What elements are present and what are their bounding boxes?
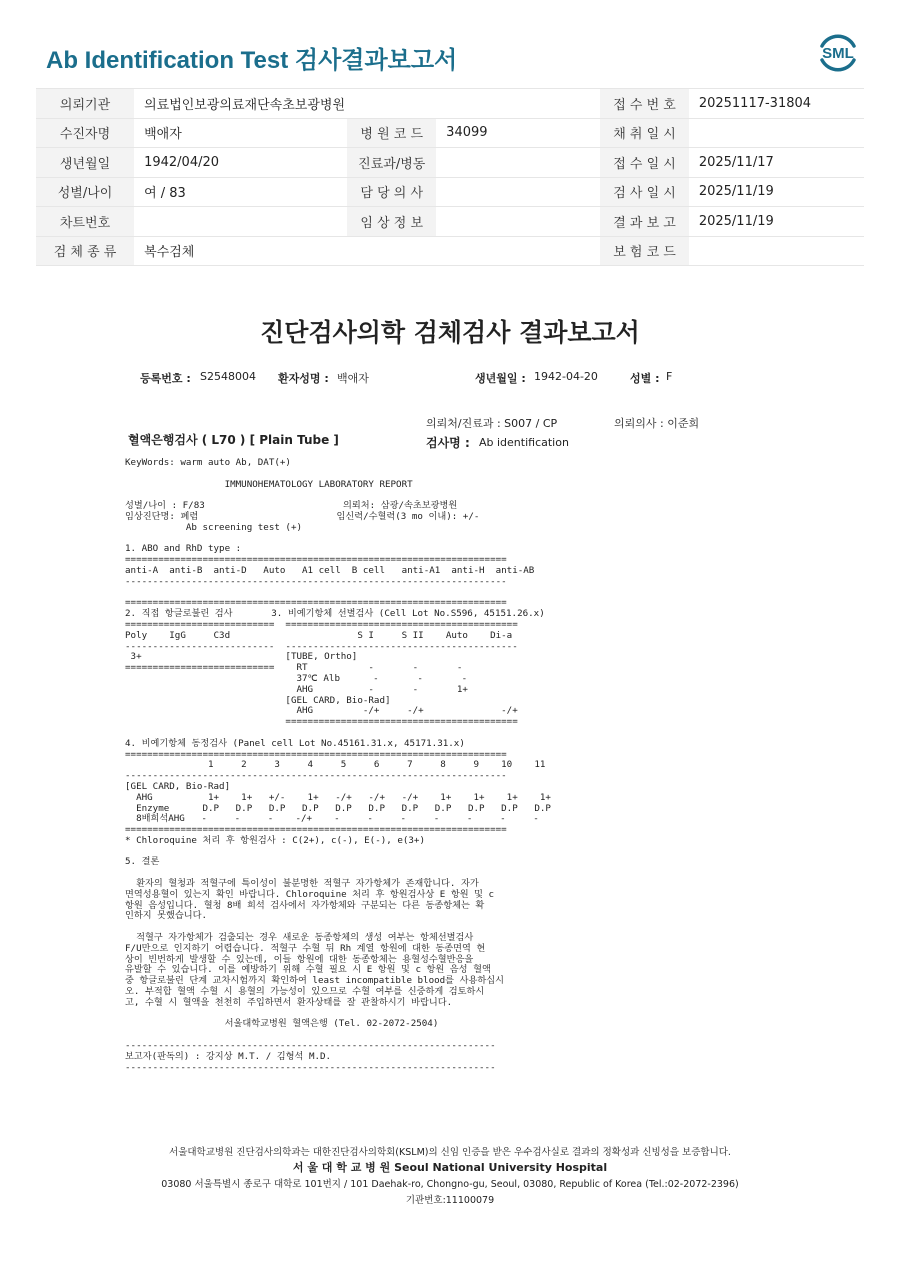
info-row — [36, 207, 864, 237]
patient-info-table — [36, 88, 864, 266]
label-insurance-code: 보 험 코 드 — [600, 236, 689, 266]
value-specimen-type: 복수검체 — [134, 236, 600, 266]
requesting-doctor-text: 의뢰의사 : 이준희 — [614, 417, 700, 430]
label-collection-time: 채 취 일 시 — [600, 118, 689, 148]
info-row — [36, 118, 864, 148]
value-collection-time — [689, 118, 864, 148]
value-patient-name: 백애자 — [134, 118, 347, 148]
value-result-report: 2025/11/19 — [689, 207, 864, 237]
value-receipt-number: 20251117-31804 — [689, 89, 864, 119]
reg-number-value: S2548004 — [200, 370, 256, 383]
sml-logo — [814, 30, 862, 76]
value-sex-age: 여 / 83 — [134, 177, 347, 207]
info-row — [36, 148, 864, 178]
birth-date-value: 1942-04-20 — [534, 370, 598, 383]
reg-number-label: 등록번호 : — [140, 372, 191, 385]
value-test-time: 2025/11/19 — [689, 177, 864, 207]
value-birth-date: 1942/04/20 — [134, 148, 347, 178]
info-row — [36, 236, 864, 266]
immunohematology-report-body: KeyWords: warm auto Ab, DAT(+) IMMUNOHEMATOLOGY LABORATORY REPORT 성별/나이 : F/83 의뢰처: 삼광/속초보광병원 임상진단명: 폐렴 임신력/수혈력(3 mo 이내): +/- Ab screening test (+) 1. ABO and RhD type : ===================================================================== anti-A anti-B anti-D Auto A1 cell B cell anti-A1 anti-H anti-AB --------------------------------------------------------------------- ===================================================================== 2. 직접 항글로불린 검사 3. 비예기항체 선별검사 (Cell Lot No.S596, 45151.26.x) =========================== ========================================== Poly IgG C3d S I S II Auto Di-a --------------------------- ------------------------------------------ 3+ [TUBE, Ortho] =========================== RT - - - 37℃ Alb - - - AHG - - 1+ [GEL CARD, Bio-Rad] AHG -/+ -/+ -/+ ========================================== 4. 비예기항체 동정검사 (Panel cell Lot No.45161.31.x, 45171.31.x) ===================================================================== 1 2 3 4 5 6 7 8 9 10 11 --------------------------------------------------------------------- [GEL CARD, Bio-Rad] AHG 1+ 1+ +/- 1+ -/+ -/+ -/+ 1+ 1+ 1+ 1+ Enzyme D.P D.P D.P D.P D.P D.P D.P D.P D.P D.P D.P 8배희석AHG - - - -/+ - - - - - - - ===================================================================== * Chloroquine 처리 후 항원검사 : C(2+), c(-), E(-), e(3+) 5. 결론 환자의 혈청과 적혈구에 특이성이 불분명한 적혈구 자가항체가 존재합니다. 자가 면역성용혈이 있는지 확인 바랍니다. Chloroquine 처리 후 항원검사상 E 항원 및 c 항원 음성입니다. 혈청 8배 희석 검사에서 자가항체와 구분되는 다른 동종항체는 확 인하지 못했습니다. 적혈구 자가항체가 검출되는 경우 새로운 동종항체의 생성 여부는 항체선별검사 F/U만으로 인지하기 어렵습니다. 적혈구 수혈 뒤 Rh 계열 항원에 대한 동종면역 현 상이 빈번하게 발생할 수 있는데, 이들 항원에 대한 동종항체는 용혈성수혈반응을 유발할 수 있습니다. 이를 예방하기 위해 수혈 필요 시 E 항원 및 c 항원 음성 혈액 중 항글로불린 단계 교차시험까지 확인하여 least incompatible blood를 사용하십시 오. 부적합 혈액 수혈 시 용혈의 가능성이 있으므로 수혈 여부를 신중하게 검토하시 고, 수혈 시 혈액을 천천히 주입하면서 환자상태를 잘 관찰하시기 바랍니다. 서울대학교병원 혈액은행 (Tel. 02-2072-2504) ------------------------------------------------------------------- 보고자(판독의) : 강지상 M.T. / 김형석 M.D. ------------------------------------------------------------------- — [125, 457, 551, 1073]
value-hospital-code: 34099 — [436, 118, 600, 148]
value-department — [436, 148, 600, 178]
report-title: Ab Identification Test 검사결과보고서 — [46, 47, 458, 74]
label-requesting-institution: 의뢰기관 — [36, 89, 134, 119]
value-doctor — [436, 177, 600, 207]
info-row — [36, 89, 864, 119]
label-specimen-type: 검 체 종 류 — [36, 236, 134, 266]
label-doctor: 담 당 의 사 — [347, 177, 436, 207]
test-name-label: 검사명 : — [426, 436, 470, 450]
label-result-report: 결 과 보 고 — [600, 207, 689, 237]
value-insurance-code — [689, 236, 864, 266]
label-birth-date: 생년월일 — [36, 148, 134, 178]
logo-text: SML — [822, 45, 854, 62]
lab-report-title: 진단검사의학 검체검사 결과보고서 — [260, 318, 640, 347]
label-patient-name: 수진자명 — [36, 118, 134, 148]
value-clinical-info — [436, 207, 600, 237]
department-text: 의뢰처/진료과 : S007 / CP — [426, 417, 558, 430]
birth-date-label: 생년월일 : — [475, 372, 526, 385]
label-department: 진료과/병동 — [347, 148, 436, 178]
footer-hospital — [0, 1159, 900, 1175]
label-hospital-code: 병 원 코 드 — [347, 118, 436, 148]
label-clinical-info: 임 상 정 보 — [347, 207, 436, 237]
footer-hospital-kr: 서 울 대 학 교 병 원 — [292, 1161, 391, 1174]
label-chart-number: 차트번호 — [36, 207, 134, 237]
label-sex-age: 성별/나이 — [36, 177, 134, 207]
test-title: 혈액은행검사 ( L70 ) [ Plain Tube ] — [128, 433, 339, 447]
value-requesting-institution: 의료법인보광의료재단속초보광병원 — [134, 89, 600, 119]
value-receipt-time: 2025/11/17 — [689, 148, 864, 178]
label-receipt-time: 접 수 일 시 — [600, 148, 689, 178]
footer-certification: 서울대학교병원 진단검사의학과는 대한진단검사의학회(KSLM)의 신임 인증을 받은 우수검사실로 결과의 정확성과 신빙성을 보증합니다. — [169, 1147, 731, 1158]
sex-value: F — [666, 370, 673, 383]
label-test-time: 검 사 일 시 — [600, 177, 689, 207]
label-receipt-number: 접 수 번 호 — [600, 89, 689, 119]
sex-label: 성별 : — [630, 372, 660, 385]
value-chart-number — [134, 207, 347, 237]
test-name-value: Ab identification — [479, 436, 569, 449]
footer-org-code: 기관번호:11100079 — [405, 1195, 495, 1206]
footer-hospital-en: Seoul National University Hospital — [394, 1161, 608, 1174]
patient-name-label: 환자성명 : — [278, 372, 329, 385]
info-row — [36, 177, 864, 207]
footer-address: 03080 서울특별시 종로구 대학로 101번지 / 101 Daehak-ro, Chongno-gu, Seoul, 03080, Republic of Korea (Tel.:02-2072-2396) — [161, 1179, 739, 1190]
patient-name-value: 백애자 — [337, 372, 369, 385]
